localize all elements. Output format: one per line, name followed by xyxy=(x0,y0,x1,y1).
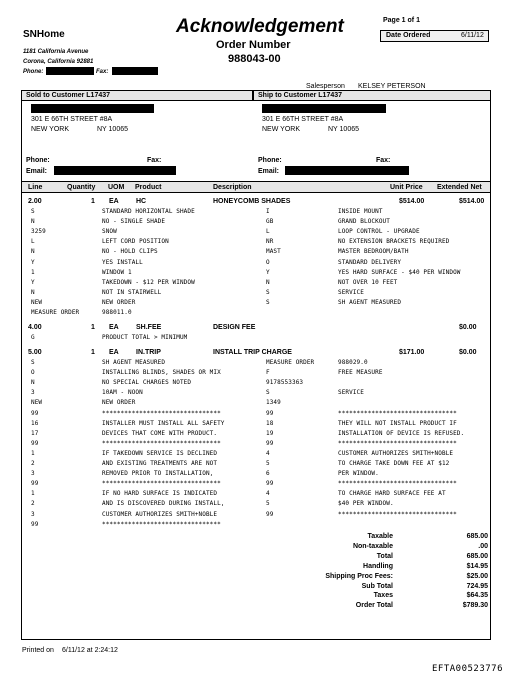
detail-cell: N xyxy=(31,379,35,387)
total-label: Handling xyxy=(363,562,393,570)
detail-cell: I xyxy=(266,208,270,215)
date-ordered-label: Date Ordered xyxy=(386,32,431,39)
detail-row xyxy=(0,359,512,369)
detail-cell: N xyxy=(31,218,35,226)
sold-to-fax-label: Fax: xyxy=(147,157,162,164)
item-description: INSTALL TRIP CHARGE xyxy=(213,349,292,356)
detail-cell: LOOP CONTROL - UPGRADE xyxy=(338,228,420,236)
detail-cell: MASTER BEDROOM/BATH xyxy=(338,248,409,256)
detail-cell: ******************************** xyxy=(102,439,221,447)
detail-cell: GB xyxy=(266,218,274,226)
document-id: EFTA00523776 xyxy=(432,664,504,674)
detail-cell: CUSTOMER AUTHORIZES SMITH+NOBLE xyxy=(102,510,218,518)
detail-row xyxy=(0,470,512,480)
item-unit-price: $514.00 xyxy=(399,198,425,205)
detail-cell: NR xyxy=(266,238,274,246)
sold-to-label: Sold to Customer L17437 xyxy=(26,92,111,99)
detail-cell: O xyxy=(266,258,270,266)
ship-to-street: 301 E 66TH STREET #8A xyxy=(262,116,344,123)
order-number-label: Order Number xyxy=(216,39,291,51)
detail-cell: ******************************** xyxy=(338,439,457,447)
page-indicator: Page 1 of 1 xyxy=(383,17,420,24)
total-value: 685.00 xyxy=(466,533,488,540)
detail-cell: S xyxy=(31,208,35,215)
detail-cell: 9178553363 xyxy=(266,379,304,387)
detail-cell: TO CHARGE HARD SURFACE FEE AT xyxy=(338,490,446,498)
detail-cell: 1 xyxy=(31,268,35,276)
detail-row xyxy=(0,430,512,440)
detail-cell: N xyxy=(31,288,35,296)
detail-row xyxy=(0,490,512,500)
detail-cell: 6 xyxy=(266,470,270,478)
detail-row xyxy=(0,389,512,399)
detail-cell: N xyxy=(266,278,270,286)
redacted-ship-name xyxy=(262,104,386,113)
item-product: SH.FEE xyxy=(136,324,162,331)
detail-cell: 99 xyxy=(266,510,274,518)
company-name: SNHome xyxy=(23,29,65,40)
document-title: Acknowledgement xyxy=(176,16,344,37)
redacted-sold-name xyxy=(31,104,154,113)
total-label: Order Total xyxy=(355,602,393,610)
detail-row xyxy=(0,410,512,420)
ship-to-phone-label: Phone: xyxy=(258,157,282,164)
detail-row xyxy=(0,500,512,510)
detail-row xyxy=(0,420,512,430)
line-item-header xyxy=(0,349,512,359)
detail-row xyxy=(0,511,512,521)
col-description: Description xyxy=(213,184,252,191)
detail-cell: G xyxy=(31,334,35,341)
detail-cell: SH AGENT MEASURED xyxy=(102,359,166,366)
detail-cell: Y xyxy=(31,258,35,266)
item-product: IN.TRIP xyxy=(136,349,161,356)
printed-on-label: Printed on xyxy=(22,647,54,654)
detail-cell: SERVICE xyxy=(338,288,364,296)
detail-row xyxy=(0,379,512,389)
total-label: Sub Total xyxy=(361,582,393,590)
total-label: Total xyxy=(376,552,393,560)
detail-row xyxy=(0,218,512,228)
item-extended-net: $0.00 xyxy=(459,324,477,331)
item-product: HC xyxy=(136,198,147,205)
detail-row xyxy=(0,208,512,218)
detail-cell: 19 xyxy=(266,429,274,437)
detail-cell: 2 xyxy=(31,500,35,508)
detail-row xyxy=(0,289,512,299)
detail-cell: 99 xyxy=(31,520,39,528)
total-value: 685.00 xyxy=(466,552,488,560)
ship-to-city: NEW YORK xyxy=(262,126,300,133)
detail-cell: TAKEDOWN - $12 PER WINDOW xyxy=(102,278,195,286)
detail-row xyxy=(0,269,512,279)
detail-cell: IF NO HARD SURFACE IS INDICATED xyxy=(102,490,218,498)
detail-cell: TO CHARGE TAKE DOWN FEE AT $12 xyxy=(338,460,450,467)
detail-cell: MEASURE ORDER xyxy=(31,309,80,316)
detail-cell: NO - HOLD CLIPS xyxy=(102,248,158,256)
detail-cell: ******************************** xyxy=(102,480,221,488)
detail-cell: LEFT CORD POSITION xyxy=(102,238,169,246)
detail-cell: 10AM - NOON xyxy=(102,389,143,397)
detail-cell: FREE MEASURE xyxy=(338,369,383,377)
detail-cell: S xyxy=(266,389,270,397)
detail-cell: S xyxy=(266,298,270,306)
detail-cell: DEVICES THAT COME WITH PRODUCT. xyxy=(102,429,218,437)
detail-cell: 99 xyxy=(266,439,274,447)
item-line: 5.00 xyxy=(28,349,42,356)
detail-cell: 5 xyxy=(266,500,270,508)
detail-cell: REMOVED PRIOR TO INSTALLATION, xyxy=(102,470,214,478)
total-value: $14.95 xyxy=(466,562,488,570)
detail-cell: MEASURE ORDER xyxy=(266,359,315,366)
col-uom: UOM xyxy=(108,184,125,191)
item-extended-net: $514.00 xyxy=(459,198,485,205)
total-label: Taxes xyxy=(373,592,393,600)
detail-cell: INSTALLER MUST INSTALL ALL SAFETY xyxy=(102,419,225,427)
detail-cell: NO - SINGLE SHADE xyxy=(102,218,166,226)
detail-cell: 99 xyxy=(31,409,39,417)
detail-cell: L xyxy=(266,228,270,236)
detail-row xyxy=(0,279,512,289)
detail-row xyxy=(0,334,512,344)
detail-cell: 4 xyxy=(266,449,270,457)
detail-cell: AND EXISTING TREATMENTS ARE NOT xyxy=(102,460,218,467)
item-qty: 1 xyxy=(91,198,95,205)
detail-cell: SH AGENT MEASURED xyxy=(338,298,402,306)
detail-row xyxy=(0,480,512,490)
detail-cell: NOT OVER 10 FEET xyxy=(338,278,398,286)
detail-cell: INSIDE MOUNT xyxy=(338,208,383,215)
detail-cell: NO EXTENSION BRACKETS REQUIRED xyxy=(338,238,450,246)
detail-cell: IF TAKEDOWN SERVICE IS DECLINED xyxy=(102,449,218,457)
col-line: Line xyxy=(28,184,43,191)
sold-to-phone-label: Phone: xyxy=(26,157,50,164)
detail-cell: 3259 xyxy=(31,228,46,236)
sold-to-zip: NY 10065 xyxy=(97,126,129,133)
detail-cell: N xyxy=(31,248,35,256)
sold-to-street: 301 E 66TH STREET #8A xyxy=(31,116,113,123)
detail-row xyxy=(0,238,512,248)
detail-cell: 99 xyxy=(266,409,274,417)
detail-cell: YES INSTALL xyxy=(102,258,143,266)
detail-row xyxy=(0,460,512,470)
detail-cell: 988029.0 xyxy=(338,359,368,366)
detail-cell: $40 PER WINDOW. xyxy=(338,500,394,508)
detail-cell: NEW ORDER xyxy=(102,298,136,306)
order-number: 988043-00 xyxy=(228,53,281,65)
detail-cell: ******************************** xyxy=(338,409,457,417)
detail-cell: CUSTOMER AUTHORIZES SMITH+NOBLE xyxy=(338,449,454,457)
detail-cell: INSTALLATION OF DEVICE IS REFUSED. xyxy=(338,429,465,437)
detail-cell: 3 xyxy=(31,389,35,397)
detail-cell: 99 xyxy=(31,439,39,447)
item-description: DESIGN FEE xyxy=(213,324,256,331)
detail-cell: ******************************** xyxy=(102,409,221,417)
detail-cell: THEY WILL NOT INSTALL PRODUCT IF xyxy=(338,419,457,427)
ship-to-fax-label: Fax: xyxy=(376,157,391,164)
redacted-ship-email xyxy=(285,166,409,175)
detail-cell: PRODUCT TOTAL > MINIMUM xyxy=(102,334,188,341)
detail-cell: NEW ORDER xyxy=(102,399,136,407)
detail-cell: 3 xyxy=(31,510,35,518)
detail-cell: WINDOW 1 xyxy=(102,268,132,276)
detail-cell: YES HARD SURFACE - $40 PER WINDOW xyxy=(338,268,461,276)
detail-cell: NEW xyxy=(31,399,43,407)
total-value: $789.30 xyxy=(462,602,488,610)
sold-to-email-label: Email: xyxy=(26,168,48,175)
detail-cell: 5 xyxy=(266,460,270,467)
detail-cell: 4 xyxy=(266,490,270,498)
item-line: 2.00 xyxy=(28,198,42,205)
detail-cell: SERVICE xyxy=(338,389,364,397)
detail-cell: INSTALLING BLINDS, SHADES OR MIX xyxy=(102,369,221,377)
detail-row xyxy=(0,399,512,409)
detail-cell: 988011.0 xyxy=(102,309,132,316)
detail-cell: 3 xyxy=(31,470,35,478)
detail-cell: STANDARD HORIZONTAL SHADE xyxy=(102,208,195,215)
detail-cell: STANDARD DELIVERY xyxy=(338,258,402,266)
detail-cell: S xyxy=(31,359,35,366)
detail-cell: 99 xyxy=(266,480,274,488)
detail-row xyxy=(0,309,512,319)
date-ordered-value: 6/11/12 xyxy=(461,32,484,39)
detail-cell: NEW xyxy=(31,298,43,306)
total-value: .00 xyxy=(478,542,488,550)
item-line: 4.00 xyxy=(28,324,42,331)
company-address-line2: Corona, California 92881 xyxy=(23,59,94,65)
col-extended-net: Extended Net xyxy=(437,184,482,191)
total-label: Taxable xyxy=(367,533,393,540)
detail-cell: 99 xyxy=(31,480,39,488)
detail-row xyxy=(0,228,512,238)
col-quantity: Quantity xyxy=(67,184,96,191)
item-uom: EA xyxy=(109,349,119,356)
detail-row xyxy=(0,369,512,379)
ship-to-zip: NY 10065 xyxy=(328,126,360,133)
detail-cell: ******************************** xyxy=(338,480,457,488)
ship-to-email-label: Email: xyxy=(258,168,280,175)
detail-cell: ******************************** xyxy=(338,510,457,518)
item-uom: EA xyxy=(109,324,119,331)
detail-cell: MAST xyxy=(266,248,281,256)
detail-cell: O xyxy=(31,369,35,377)
detail-cell: 17 xyxy=(31,429,39,437)
detail-cell: L xyxy=(31,238,35,246)
col-unit-price: Unit Price xyxy=(390,184,423,191)
total-label: Shipping Proc Fees: xyxy=(325,572,393,580)
detail-cell: 1 xyxy=(31,490,35,498)
detail-cell: GRAND BLOCKOUT xyxy=(338,218,390,226)
detail-cell: SNOW xyxy=(102,228,117,236)
col-product: Product xyxy=(135,184,162,191)
item-uom: EA xyxy=(109,198,119,205)
detail-cell: NOT IN STAIRWELL xyxy=(102,288,162,296)
total-value: $64.35 xyxy=(466,592,488,600)
printed-on-value: 6/11/12 at 2:24:12 xyxy=(62,647,118,654)
detail-cell: PER WINDOW. xyxy=(338,470,379,478)
company-phone-label: Phone: xyxy=(23,69,44,75)
item-extended-net: $0.00 xyxy=(459,349,477,356)
detail-cell: NO SPECIAL CHARGES NOTED xyxy=(102,379,192,387)
detail-cell: 2 xyxy=(31,460,35,467)
detail-cell: Y xyxy=(31,278,35,286)
line-item-header xyxy=(0,198,512,208)
detail-cell: 16 xyxy=(31,419,39,427)
ship-to-label: Ship to Customer L17437 xyxy=(258,92,343,99)
salesperson-label: Salesperson xyxy=(306,83,345,90)
detail-cell: ******************************** xyxy=(102,520,221,528)
company-fax-label: Fax: xyxy=(96,69,109,75)
redacted-sold-email xyxy=(54,166,176,175)
company-address-line1: 1181 California Avenue xyxy=(23,49,89,55)
detail-cell: 1349 xyxy=(266,399,281,407)
salesperson-name: KELSEY PETERSON xyxy=(358,83,426,90)
sold-to-city: NEW YORK xyxy=(31,126,69,133)
detail-row xyxy=(0,450,512,460)
detail-row xyxy=(0,299,512,309)
item-qty: 1 xyxy=(91,349,95,356)
detail-cell: AND IS DISCOVERED DURING INSTALL, xyxy=(102,500,225,508)
detail-cell: 1 xyxy=(31,449,35,457)
detail-row xyxy=(0,440,512,450)
detail-row xyxy=(0,521,512,531)
detail-cell: Y xyxy=(266,268,270,276)
item-description: HONEYCOMB SHADES xyxy=(213,198,291,205)
detail-row xyxy=(0,259,512,269)
total-value: 724.95 xyxy=(466,582,488,590)
total-label: Non-taxable xyxy=(352,542,393,550)
detail-cell: F xyxy=(266,369,270,377)
line-item-header xyxy=(0,324,512,334)
detail-row xyxy=(0,248,512,258)
total-value: $25.00 xyxy=(466,572,488,580)
redacted-fax xyxy=(112,67,158,75)
redacted-phone xyxy=(46,67,94,75)
item-unit-price: $171.00 xyxy=(399,349,425,356)
detail-cell: 18 xyxy=(266,419,274,427)
detail-cell: S xyxy=(266,288,270,296)
item-qty: 1 xyxy=(91,324,95,331)
